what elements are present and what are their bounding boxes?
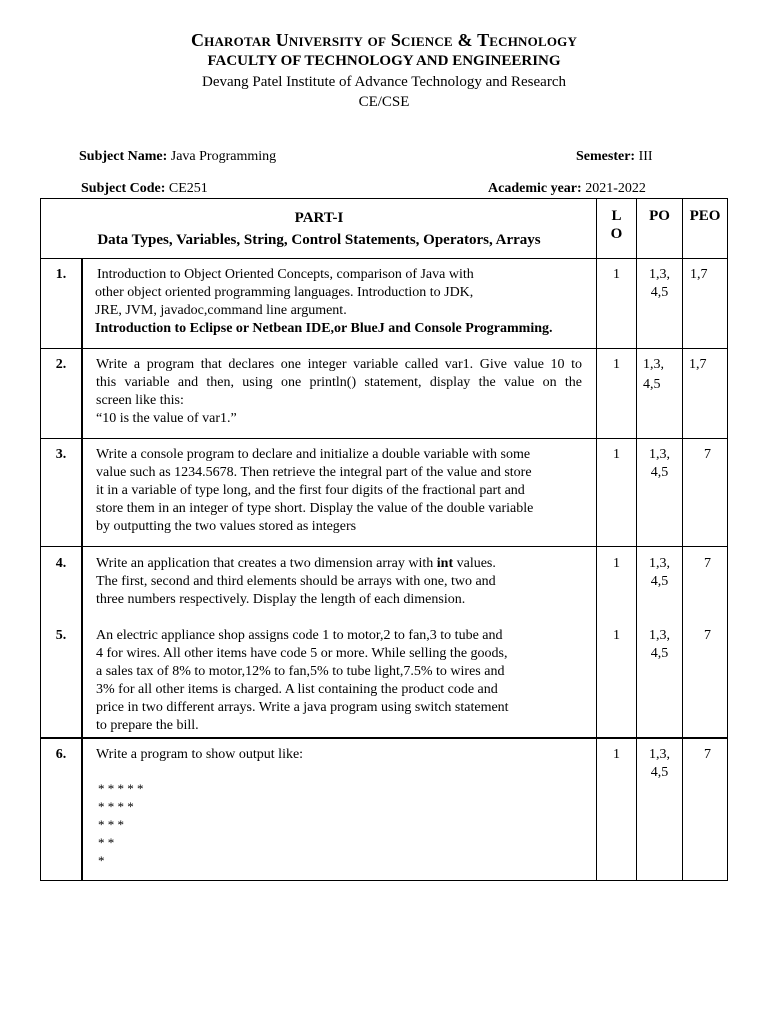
row-po bbox=[637, 446, 682, 482]
row-text-line: The first, second and third elements should be arrays with one, two and bbox=[96, 574, 496, 589]
row-text-line: store them in an integer of type short. Display the value of the double variable bbox=[96, 501, 534, 516]
semester bbox=[576, 149, 653, 165]
row-po-line1: 1,3, bbox=[649, 556, 670, 571]
pattern-line: * * * * * bbox=[98, 781, 144, 796]
row-text-line: screen like this: bbox=[96, 393, 184, 408]
academic-year-value: 2021-2022 bbox=[585, 181, 646, 196]
row-po bbox=[637, 555, 682, 591]
row-divider bbox=[40, 546, 728, 547]
row-lo: 1 bbox=[613, 357, 620, 372]
row-po-line1: 1,3, bbox=[649, 747, 670, 762]
row-text-bold-fragment: int bbox=[436, 556, 454, 571]
department-name: CE/CSE bbox=[358, 94, 410, 110]
table-border-left bbox=[40, 198, 41, 881]
row-text-line: by outputting the two values stored as integers bbox=[96, 519, 357, 534]
row-divider bbox=[40, 438, 728, 439]
row-text-line: this variable and then, using one println() statement, display the value on the bbox=[96, 375, 582, 390]
row-divider bbox=[40, 348, 728, 349]
row-text-line: Write a console program to declare and initialize a double variable with some bbox=[96, 447, 531, 462]
row-po-line2: 4,5 bbox=[650, 765, 669, 780]
row-divider bbox=[40, 258, 728, 259]
pattern-line: * bbox=[98, 853, 105, 868]
row-lo: 1 bbox=[613, 628, 620, 643]
semester-label: Semester: bbox=[576, 149, 636, 164]
row-lo: 1 bbox=[613, 267, 620, 282]
subject-name-value: Java Programming bbox=[170, 149, 277, 164]
row-peo: 1,7 bbox=[690, 267, 708, 282]
row-text-line: three numbers respectively. Display the length of each dimension. bbox=[96, 592, 466, 607]
pattern-line: * * bbox=[98, 835, 115, 850]
row-description bbox=[96, 746, 586, 870]
row-lo: 1 bbox=[613, 447, 620, 462]
row-po bbox=[637, 266, 682, 302]
part-subtitle: Data Types, Variables, String, Control Statements, Operators, Arrays bbox=[97, 232, 541, 248]
row-text-line bbox=[96, 555, 586, 573]
academic-year bbox=[488, 181, 646, 197]
subject-name bbox=[79, 149, 276, 165]
row-text-line: Write a program to show output like: bbox=[96, 747, 304, 762]
col-header-lo-line1: L bbox=[611, 208, 622, 224]
row-po bbox=[643, 356, 682, 394]
pattern-line: * * * * bbox=[98, 799, 134, 814]
part-heading bbox=[41, 207, 597, 251]
row-po-line1: 1,3, bbox=[643, 357, 664, 372]
pattern-line: * * * bbox=[98, 817, 124, 832]
row-po-line2: 4,5 bbox=[650, 465, 669, 480]
row-number: 2. bbox=[55, 357, 67, 372]
row-description bbox=[96, 446, 586, 536]
row-number: 1. bbox=[55, 267, 67, 282]
row-number: 6. bbox=[55, 747, 67, 762]
row-text-line: JRE, JVM, javadoc,command line argument. bbox=[95, 303, 347, 318]
row-po-line2: 4,5 bbox=[650, 285, 669, 300]
subject-code-value: CE251 bbox=[168, 181, 208, 196]
row-description bbox=[96, 356, 582, 428]
row-text-line: “10 is the value of var1.” bbox=[96, 411, 237, 426]
row-peo: 7 bbox=[704, 447, 711, 462]
num-column-divider bbox=[81, 258, 83, 881]
col-header-po: PO bbox=[649, 208, 670, 224]
row-text-line: Introduction to Object Oriented Concepts, comparison of Java with bbox=[97, 267, 474, 282]
row-po-line1: 1,3, bbox=[649, 447, 670, 462]
row-lo: 1 bbox=[613, 747, 620, 762]
row-number: 4. bbox=[55, 556, 67, 571]
row-po bbox=[637, 627, 682, 663]
academic-year-label: Academic year: bbox=[488, 181, 582, 196]
subject-name-label: Subject Name: bbox=[79, 149, 168, 164]
row-text-fragment: values. bbox=[453, 556, 496, 571]
row-text-line: 3% for all other items is charged. A list containing the product code and bbox=[96, 682, 498, 697]
row-po-line2: 4,5 bbox=[643, 377, 661, 392]
row-text-line: value such as 1234.5678. Then retrieve the integral part of the value and store bbox=[96, 465, 532, 480]
row-po bbox=[637, 746, 682, 782]
row-peo: 7 bbox=[704, 556, 711, 571]
row-text-line: it in a variable of type long, and the first four digits of the fractional part and bbox=[96, 483, 525, 498]
row-text-bold-line: Introduction to Eclipse or Netbean IDE,or BlueJ and Console Programming. bbox=[95, 321, 553, 336]
row-description bbox=[96, 555, 586, 609]
row-text-line: other object oriented programming languages. Introduction to JDK, bbox=[95, 285, 474, 300]
part-title: PART-I bbox=[294, 210, 344, 226]
row-peo: 1,7 bbox=[689, 357, 707, 372]
university-name: Charotar University of Science & Technology bbox=[190, 30, 578, 50]
row-text-line: price in two different arrays. Write a java program using switch statement bbox=[96, 700, 509, 715]
row-peo: 7 bbox=[704, 747, 711, 762]
row-peo: 7 bbox=[704, 628, 711, 643]
subject-code bbox=[81, 181, 208, 197]
row-po-line1: 1,3, bbox=[649, 628, 670, 643]
lo-column-divider bbox=[596, 198, 597, 881]
table-border-top bbox=[40, 198, 728, 199]
col-header-peo: PEO bbox=[689, 208, 721, 224]
table-border-right bbox=[727, 198, 728, 881]
institute-name: Devang Patel Institute of Advance Technology and Research bbox=[202, 74, 566, 90]
row-divider bbox=[40, 737, 728, 739]
row-text-line: Write a program that declares one integer variable called var1. Give value 10 to bbox=[96, 357, 582, 372]
row-po-line1: 1,3, bbox=[649, 267, 670, 282]
row-description bbox=[95, 266, 590, 338]
row-number: 3. bbox=[55, 447, 67, 462]
col-header-lo bbox=[597, 207, 636, 243]
row-text-line: 4 for wires. All other items have code 5 or more. While selling the goods, bbox=[96, 646, 508, 661]
row-text-line: An electric appliance shop assigns code 1 to motor,2 to fan,3 to tube and bbox=[96, 628, 503, 643]
row-po-line2: 4,5 bbox=[650, 646, 669, 661]
table-border-bottom bbox=[40, 880, 728, 881]
col-header-lo-line2: O bbox=[610, 226, 623, 242]
row-text-line: to prepare the bill. bbox=[96, 718, 199, 733]
row-number: 5. bbox=[55, 628, 67, 643]
row-description bbox=[96, 627, 586, 735]
peo-column-divider bbox=[682, 198, 683, 881]
row-text-fragment: Write an application that creates a two dimension array with bbox=[96, 556, 437, 571]
row-text-line: a sales tax of 8% to motor,12% to fan,5% to tube light,7.5% to wires and bbox=[96, 664, 505, 679]
semester-value: III bbox=[638, 149, 653, 164]
row-po-line2: 4,5 bbox=[650, 574, 669, 589]
subject-code-label: Subject Code: bbox=[81, 181, 166, 196]
row-lo: 1 bbox=[613, 556, 620, 571]
faculty-name: FACULTY OF TECHNOLOGY AND ENGINEERING bbox=[207, 53, 561, 69]
